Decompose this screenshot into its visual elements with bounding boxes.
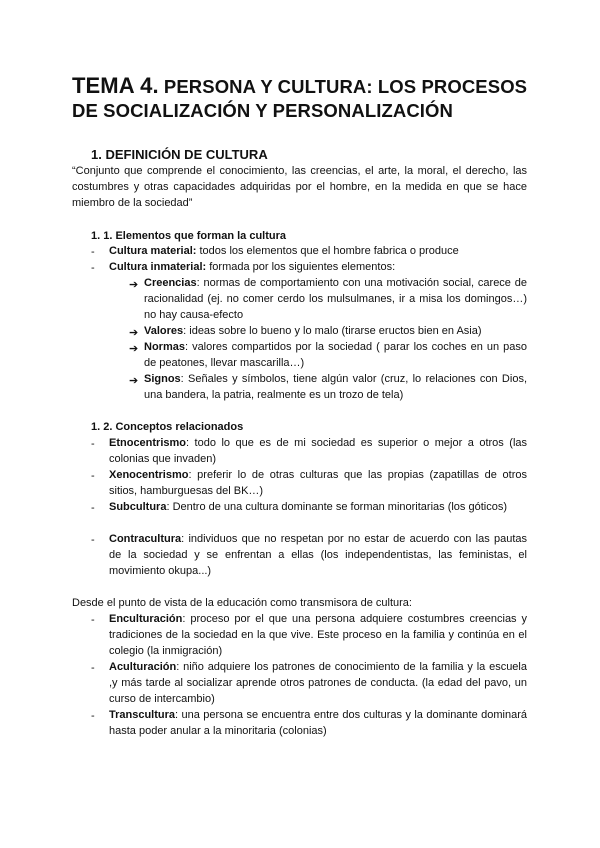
sublist-item-creencias	[144, 275, 527, 323]
title-rest: PERSONA Y CULTURA: LOS PROCESOS DE SOCIALIZACIÓN Y PERSONALIZACIÓN	[72, 76, 528, 121]
list-item-aculturacion	[109, 659, 527, 707]
term: Normas	[144, 341, 185, 353]
list-item-transcultura	[109, 707, 527, 739]
section-1-2-heading: 1. 2. Conceptos relacionados	[91, 421, 244, 433]
term: Enculturación	[109, 613, 183, 625]
list-item-contracultura	[109, 531, 527, 579]
definition: : preferir lo de otras culturas que las propias (zapatillas de otros sitios, hamburguesas del BK…)	[109, 469, 527, 497]
term: Cultura inmaterial:	[109, 261, 207, 273]
definition: : Dentro de una cultura dominante se forman minoritarias (los góticos)	[166, 501, 508, 513]
arrow-bullet-icon: ➔	[129, 279, 139, 291]
section-1-1-heading: 1. 1. Elementos que forman la cultura	[91, 230, 286, 242]
term: Valores	[144, 325, 184, 337]
dash-bullet: -	[91, 534, 95, 546]
list-item-subcultura	[109, 499, 527, 515]
dash-bullet: -	[91, 710, 95, 722]
dash-bullet: -	[91, 438, 95, 450]
sublist-item-signos	[144, 371, 527, 403]
term: Xenocentrismo	[109, 469, 189, 481]
definition: todos los elementos que el hombre fabrica o produce	[196, 245, 459, 257]
definition: : individuos que no respetan por no estar de acuerdo con las pautas de la sociedad y se enfrentan a ellas (los independentistas, las feministas, el movimiento okupa...)	[109, 533, 527, 577]
dash-bullet: -	[91, 262, 95, 274]
culture-definition-quote: “Conjunto que comprende el conocimiento, las creencias, el arte, la moral, el derecho, las costumbres y otras capacidades adquiridas por el hombre, en la medida en que se hace miembro de la sociedad”	[72, 165, 527, 209]
education-intro: Desde el punto de vista de la educación como transmisora de cultura:	[72, 597, 412, 609]
term: Subcultura	[109, 501, 167, 513]
sublist-item-valores	[144, 323, 534, 339]
term: Aculturación	[109, 661, 177, 673]
term: Etnocentrismo	[109, 437, 187, 449]
definition: : niño adquiere los patrones de conocimiento de la familia y la escuela ,y más tarde al socializar aprende otros patrones de conducta. (la edad del pavo, un curso de intercambio)	[109, 661, 527, 705]
dash-bullet: -	[91, 246, 95, 258]
list-item-cultura-inmaterial	[109, 259, 529, 275]
dash-bullet: -	[91, 662, 95, 674]
term: Creencias	[144, 277, 197, 289]
title-tema: TEMA 4.	[72, 73, 159, 98]
definition: : ideas sobre lo bueno y lo malo (tirarse eructos bien en Asia)	[183, 325, 482, 337]
section-1-heading: 1. DEFINICIÓN DE CULTURA	[91, 147, 268, 162]
list-item-enculturacion	[109, 611, 527, 659]
term: Transcultura	[109, 709, 176, 721]
definition: : normas de comportamiento con una motivación social, carece de racionalidad (ej. no comer cerdo los mulsulmanes, ir a misa los domingos…) no hay causa-efecto	[144, 277, 527, 321]
term: Signos	[144, 373, 181, 385]
definition: : proceso por el que una persona adquiere costumbres creencias y tradiciones de la sociedad en la que vive. Este proceso en la familia y continúa en el colegio (la inmigración)	[109, 613, 527, 657]
definition: : Señales y símbolos, tiene algún valor (cruz, lo relaciones con Dios, una bandera, la patria, realmente es un trozo de tela)	[144, 373, 527, 401]
arrow-bullet-icon: ➔	[129, 375, 139, 387]
list-item-cultura-material	[109, 243, 529, 259]
list-item-etnocentrismo	[109, 435, 527, 467]
term: Contracultura	[109, 533, 182, 545]
dash-bullet: -	[91, 502, 95, 514]
definition: : una persona se encuentra entre dos culturas y la dominante dominará hasta poder anular a la minoritaria (colonias)	[109, 709, 527, 737]
arrow-bullet-icon: ➔	[129, 343, 139, 355]
document-title	[72, 74, 542, 123]
sublist-item-normas	[144, 339, 527, 371]
definition: formada por los siguientes elementos:	[206, 261, 396, 273]
arrow-bullet-icon: ➔	[129, 327, 139, 339]
definition: : valores compartidos por la sociedad ( parar los coches en un paso de peatones, llevar mascarilla…)	[144, 341, 527, 369]
dash-bullet: -	[91, 614, 95, 626]
list-item-xenocentrismo	[109, 467, 527, 499]
dash-bullet: -	[91, 470, 95, 482]
definition: : todo lo que es de mi sociedad es superior o mejor a otros (las colonias que invaden)	[109, 437, 527, 465]
term: Cultura material:	[109, 245, 197, 257]
